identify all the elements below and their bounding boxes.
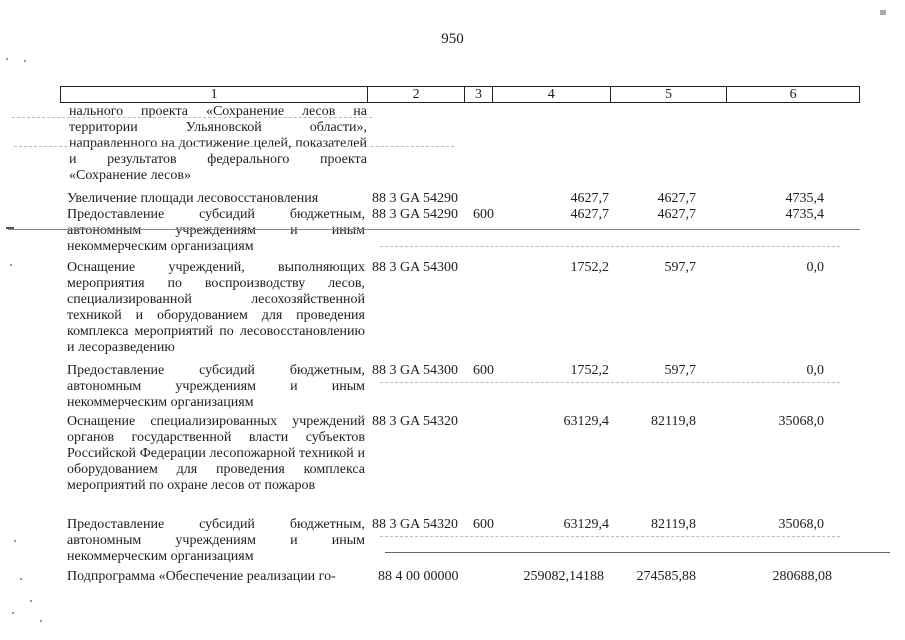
scan-speck (14, 540, 16, 542)
row-code: 88 3 GA 54300 (372, 363, 458, 378)
row-value-6: 0,0 (806, 363, 824, 378)
row-value-5: 597,7 (664, 363, 696, 378)
row-value-4: 4627,7 (570, 191, 609, 206)
row-code: 88 3 GA 54320 (372, 517, 458, 532)
row-description: Оснащение специализированных учреждений органов государственной власти субъектов Российской Федерации лесопожарной техникой и оборудованием для проведения комплекса мероприятий по охране лесов от пожаров (67, 414, 365, 494)
row-value-4: 1752,2 (570, 260, 609, 275)
scan-speck (12, 612, 14, 614)
table-header (60, 86, 860, 103)
table-row (0, 569, 905, 587)
row-value-4: 63129,4 (563, 414, 609, 429)
scan-rule (380, 382, 840, 383)
row-value-6: 35068,0 (778, 414, 824, 429)
scan-speck (10, 264, 12, 266)
row-value-5: 4627,7 (657, 191, 696, 206)
scan-speck (6, 227, 14, 229)
scan-speck (6, 58, 8, 60)
row-code: 88 3 GA 54290 (372, 207, 458, 222)
header-col-4: 4 (493, 87, 611, 102)
table-row (0, 363, 905, 415)
scan-speck (30, 600, 32, 602)
row-value-4: 4627,7 (570, 207, 609, 222)
table-row (0, 207, 905, 259)
scan-rule (8, 229, 860, 230)
header-col-1: 1 (61, 87, 368, 102)
scan-speck (24, 60, 26, 62)
row-value-6: 35068,0 (778, 517, 824, 532)
row-description: Подпрограмма «Обеспечение реализации го- (67, 569, 336, 584)
row-code: 88 3 GA 54300 (372, 260, 458, 275)
row-description: Предоставление субсидий бюджетным, автономным учреждениям и иным некоммерческим организациям (67, 363, 365, 411)
row-value-4: 259082,14188 (523, 569, 604, 584)
row-vr: 600 (473, 363, 494, 378)
row-value-5: 274585,88 (636, 569, 696, 584)
row-value-6: 280688,08 (772, 569, 832, 584)
row-value-5: 597,7 (664, 260, 696, 275)
row-description: Оснащение учреждений, выполняющих мероприятия по воспроизводству лесов, специализированной лесохозяйственной техникой и оборудованием для проведения комплекса мероприятий по лесовосстановлению и лесоразведению (67, 260, 365, 356)
header-col-6: 6 (789, 87, 797, 102)
row-value-6: 0,0 (806, 260, 824, 275)
scan-rule (380, 246, 840, 247)
table-row (0, 260, 905, 360)
row-description: Увеличение площади лесовосстановления (67, 191, 319, 206)
row-value-5: 4627,7 (657, 207, 696, 222)
scan-speck (880, 10, 886, 15)
row-value-4: 1752,2 (570, 363, 609, 378)
row-code: 88 3 GA 54320 (372, 414, 458, 429)
row-code: 88 4 00 00000 (378, 569, 459, 584)
row-description: Предоставление субсидий бюджетным, автономным учреждениям и иным некоммерческим организациям (67, 517, 365, 565)
header-col-3: 3 (465, 87, 493, 102)
row-description: нального проекта «Сохранение лесов на территории Ульяновской области», направленного на достижение целей, показателей и результатов федерального проекта «Сохранение лесов» (69, 104, 367, 184)
row-vr: 600 (473, 207, 494, 222)
scan-rule (380, 536, 840, 537)
row-value-4: 63129,4 (563, 517, 609, 532)
table-row (0, 191, 905, 208)
header-col-2: 2 (368, 87, 465, 102)
row-value-6: 4735,4 (785, 207, 824, 222)
scan-speck (40, 620, 42, 622)
page-number: 950 (441, 31, 464, 47)
row-code: 88 3 GA 54290 (372, 191, 458, 206)
scan-rule (14, 146, 454, 147)
scan-rule (385, 552, 890, 553)
table-row (0, 414, 905, 514)
table-row (0, 517, 905, 569)
scan-speck (20, 578, 22, 580)
row-value-6: 4735,4 (785, 191, 824, 206)
row-value-5: 82119,8 (651, 414, 696, 429)
row-vr: 600 (473, 517, 494, 532)
header-col-5: 5 (611, 87, 728, 102)
row-value-5: 82119,8 (651, 517, 696, 532)
row-description: Предоставление субсидий бюджетным, автономным учреждениям и иным некоммерческим организациям (67, 207, 365, 255)
scan-rule (12, 117, 372, 118)
